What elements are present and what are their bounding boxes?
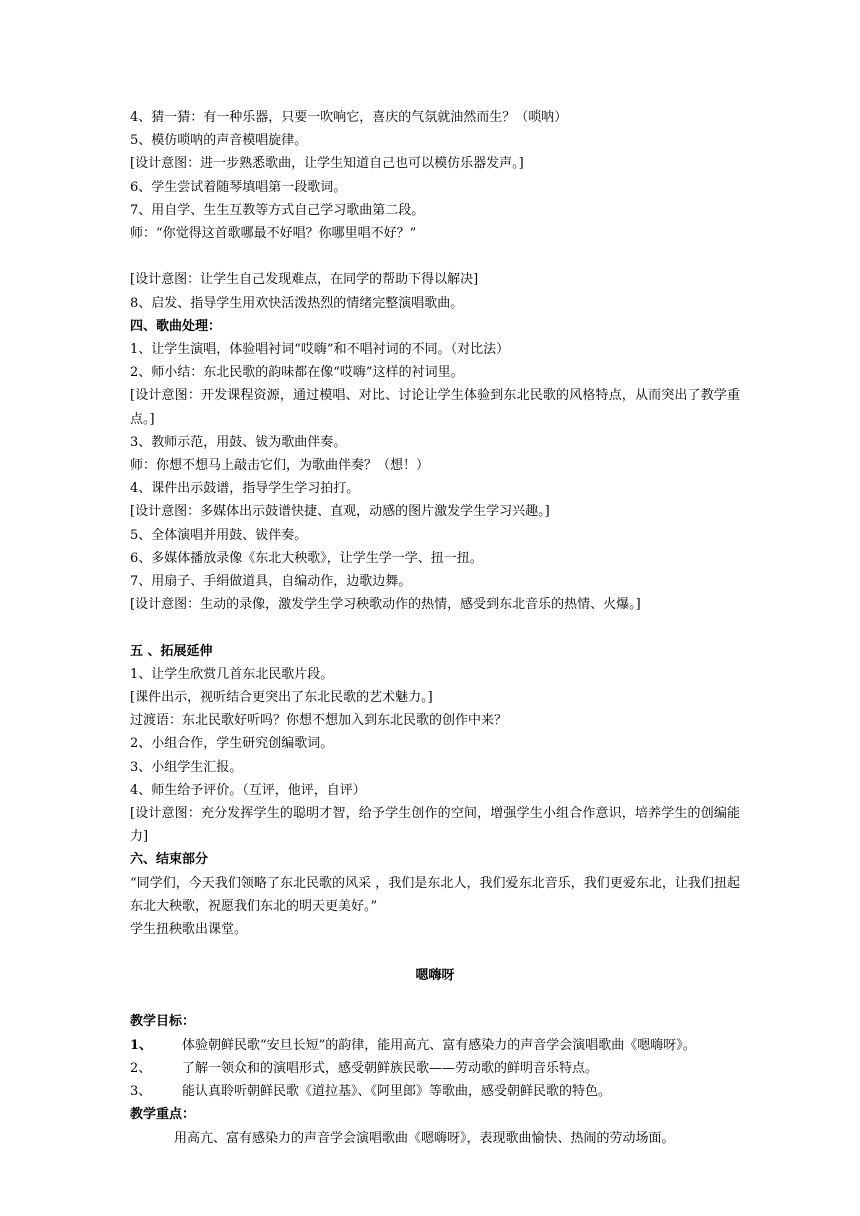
key-points-text: 用高亢、富有感染力的声音学会演唱歌曲《嗯嗨呀》，表现歌曲愉快、热闹的劳动场面。: [174, 1130, 675, 1146]
text-line: 2、小组合作，学生研究创编歌词。: [130, 736, 334, 752]
goal-number: 3、: [130, 1084, 152, 1100]
section-heading-6: 六、结束部分: [130, 852, 209, 868]
goal-number: 1、: [130, 1037, 153, 1053]
text-line: 1、让学生欣赏几首东北民歌片段。: [130, 666, 334, 682]
goal-item: [130, 1057, 740, 1080]
text-line: 5、全体演唱并用鼓、钹伴奏。: [130, 527, 308, 543]
text-line: 3、小组学生汇报。: [130, 759, 243, 775]
section-heading-5: 五 、拓展延伸: [130, 643, 213, 659]
design-intent: [设计意图：生动的录像，激发学生学习秧歌动作的热情，感受到东北音乐的热情、火爆。]: [130, 597, 641, 613]
text-line: [课件出示，视听结合更突出了东北民歌的艺术魅力。]: [130, 690, 433, 706]
transition-line: 过渡语：东北民歌好听吗？你想不想加入到东北民歌的创作中来？: [130, 713, 508, 729]
blank-line: [130, 616, 740, 639]
text-line: 4、课件出示鼓谱，指导学生学习拍打。: [130, 481, 360, 497]
text-line: 8、启发、指导学生用欢快活泼热烈的情绪完整演唱歌曲。: [130, 295, 464, 311]
spacer: [130, 941, 740, 964]
goal-text: 能认真聆听朝鲜民歌《道拉基》、《阿里郎》等歌曲，感受朝鲜民歌的特色。: [182, 1084, 612, 1100]
text-line: 7、用扇子、手绢做道具，自编动作，边歌边舞。: [130, 574, 412, 590]
design-intent: [设计意图：让学生自己发现难点，在同学的帮助下得以解决]: [130, 272, 479, 288]
text-line: 1、让学生演唱，体验唱衬词“哎嗨”和不唱衬词的不同。（对比法）: [130, 342, 510, 358]
goal-number: 2、: [130, 1060, 152, 1076]
key-points-heading: 教学重点：: [130, 1107, 196, 1123]
goal-text: 了解一领众和的演唱形式，感受朝鲜族民歌——劳动歌的鲜明音乐特点。: [182, 1060, 599, 1076]
text-line: 5、模仿唢呐的声音模唱旋律。: [130, 133, 308, 149]
design-intent: [设计意图：多媒体出示鼓谱快捷、直观，动感的图片激发学生学习兴趣。]: [130, 504, 550, 520]
blank-line: [130, 245, 740, 268]
song-title: 嗯嗨呀: [415, 968, 455, 984]
design-intent: [设计意图：进一步熟悉歌曲，让学生知道自己也可以模仿乐器发声。]: [130, 156, 524, 172]
goals-heading: 教学目标：: [130, 1014, 196, 1030]
goal-item: [130, 1034, 740, 1057]
text-line: 学生扭秧歌出课堂。: [130, 922, 248, 938]
document-body: [130, 106, 740, 1150]
text-line: 6、多媒体播放录像《东北大秧歌》，让学生学一学、扭一扭。: [130, 550, 483, 566]
design-intent: [设计意图：充分发挥学生的聪明才智，给予学生创作的空间，增强学生小组合作意识，培养学生的创编能力]: [130, 806, 740, 845]
goal-item: [130, 1080, 740, 1103]
closing-quote: “同学们，今天我们领略了东北民歌的风采 ，我们是东北人，我们爱东北音乐，我们更爱东北，让我们扭起东北大秧歌，祝愿我们东北的明天更美好。”: [130, 875, 740, 914]
spacer: [130, 987, 740, 1010]
text-line: 3、教师示范，用鼓、钹为歌曲伴奏。: [130, 434, 347, 450]
text-line: 4、师生给予评价。（互评，他评，自评）: [130, 782, 366, 798]
text-line: 2、师小结：东北民歌的韵味都在像“哎嗨”这样的衬词里。: [130, 365, 464, 381]
text-line: 师：你想不想马上敲击它们，为歌曲伴奏？（想！）: [130, 458, 430, 474]
section-heading-4: 四、歌曲处理：: [130, 318, 222, 334]
text-line: 7、用自学、生生互教等方式自己学习歌曲第二段。: [130, 202, 425, 218]
goal-text: 体验朝鲜民歌“安旦长短”的韵律，能用高亢、富有感染力的声音学会演唱歌曲《嗯嗨呀》。: [182, 1037, 696, 1053]
teacher-question: 师：“你觉得这首歌哪最不好唱？你哪里唱不好？”: [130, 226, 417, 242]
design-intent: [设计意图：开发课程资源，通过模唱、对比、讨论让学生体验到东北民歌的风格特点，从而突出了教学重点。]: [130, 388, 740, 427]
text-line: 4、猜一猜：有一种乐器，只要一吹响它，喜庆的气氛就油然而生？（唢呐）: [130, 110, 568, 125]
text-line: 6、学生尝试着随琴填唱第一段歌词。: [130, 179, 347, 195]
